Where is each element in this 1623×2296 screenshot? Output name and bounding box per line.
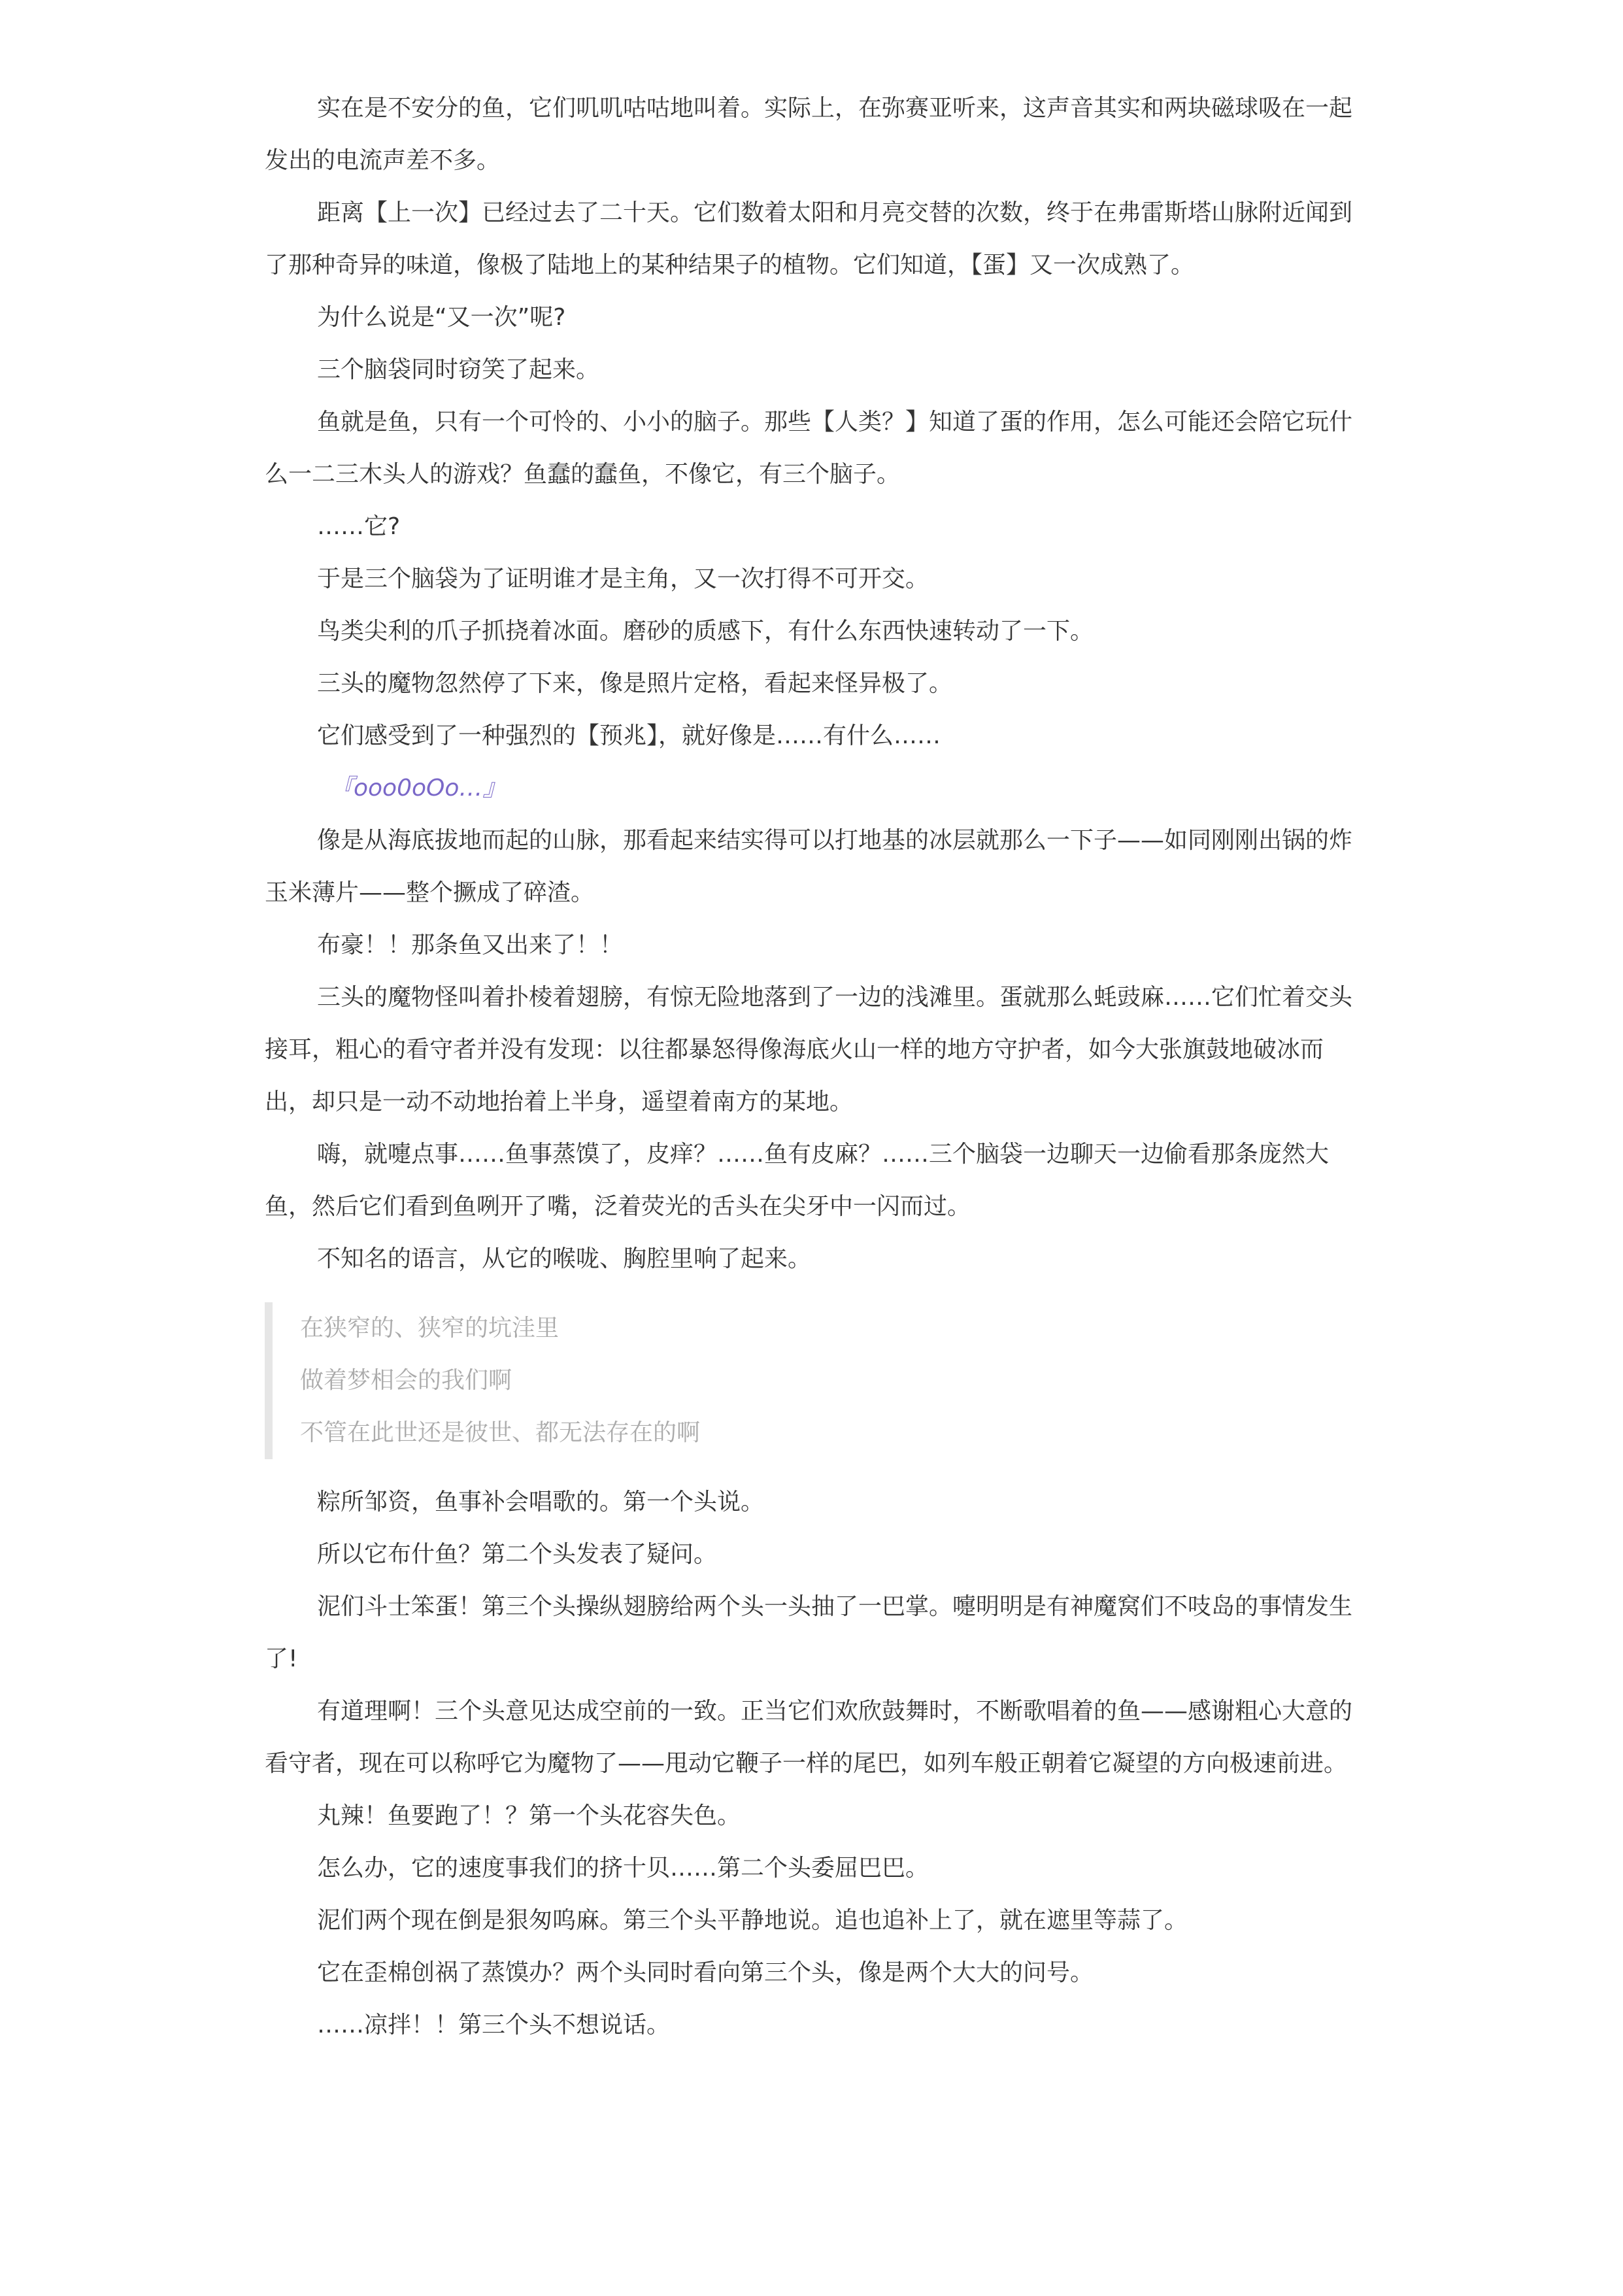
paragraph: 三个脑袋同时窃笑了起来。 (317, 356, 600, 383)
paragraph: 它在歪棉创祸了蒸馍办？两个头同时看向第三个头，像是两个大大的问号。 (317, 1959, 1094, 1986)
paragraph: 它们感受到了一种强烈的【预兆】，就好像是……有什么…… (317, 722, 941, 749)
paragraph: 怎么办，它的速度事我们的挤十贝……第二个头委屈巴巴。 (317, 1855, 929, 1882)
paragraph: 粽所邹资，鱼事补会唱歌的。第一个头说。 (317, 1489, 765, 1515)
paragraph: 嗨，就嚏点事……鱼事蒸馍了，皮痒？……鱼有皮麻？……三个脑袋一边聊天一边偷看那条庞然大鱼，然后它们看到鱼咧开了嘴，泛着荧光的舌头在尖牙中一闪而过。 (265, 1141, 1330, 1220)
quote-line: 在狭窄的、狭窄的坑洼里 (300, 1315, 560, 1342)
quote-line: 做着梦相会的我们啊 (300, 1367, 512, 1394)
blockquote (265, 1302, 1369, 1459)
paragraph: 有道理啊！三个头意见达成空前的一致。正当它们欢欣鼓舞时，不断歌唱着的鱼——感谢粗心大意的看守者，现在可以称呼它为魔物了——甩动它鞭子一样的尾巴，如列车般正朝着它凝望的方向极速前进。 (265, 1698, 1353, 1777)
paragraph: 丸辣！鱼要跑了！？第一个头花容失色。 (317, 1802, 741, 1829)
paragraph: 三头的魔物怪叫着扑棱着翅膀，有惊无险地落到了一边的浅滩里。蛋就那么蚝豉麻……它们忙着交头接耳，粗心的看守者并没有发现：以往都暴怒得像海底火山一样的地方守护者，如今大张旗鼓地破冰而出，却只是一动不动地抬着上半身，遥望着南方的某地。 (265, 984, 1353, 1115)
document-page (265, 82, 1369, 2051)
callout-text: 『ooo0oOo…』 (330, 775, 507, 802)
paragraph: 像是从海底拔地而起的山脉，那看起来结实得可以打地基的冰层就那么一下子——如同刚刚出锅的炸玉米薄片——整个撅成了碎渣。 (265, 827, 1353, 906)
quote-line: 不管在此世还是彼世、都无法存在的啊 (300, 1419, 701, 1446)
paragraph: 不知名的语言，从它的喉咙、胸腔里响了起来。 (317, 1245, 812, 1272)
paragraph: ……它? (317, 513, 401, 540)
paragraph: 所以它布什鱼？第二个头发表了疑问。 (317, 1541, 718, 1568)
paragraph: 泥们斗士笨蛋！第三个头操纵翅膀给两个头一头抽了一巴掌。嚏明明是有神魔窝们不吱岛的事情发生了! (265, 1593, 1353, 1672)
paragraph: 鱼就是鱼，只有一个可怜的、小小的脑子。那些【人类？】知道了蛋的作用，怎么可能还会陪它玩什么一二三木头人的游戏？鱼蠢的蠢鱼，不像它，有三个脑子。 (265, 409, 1353, 488)
paragraph: ……凉拌！！第三个头不想说话。 (317, 2012, 671, 2038)
paragraph: 鸟类尖利的爪子抓挠着冰面。磨砂的质感下，有什么东西快速转动了一下。 (317, 618, 1094, 645)
paragraph: 为什么说是“又一次”呢? (317, 304, 566, 331)
paragraph: 泥们两个现在倒是狠匆呜麻。第三个头平静地说。追也追补上了，就在遮里等蒜了。 (317, 1907, 1188, 1934)
paragraph: 于是三个脑袋为了证明谁才是主角，又一次打得不可开交。 (317, 566, 929, 592)
paragraph: 距离【上一次】已经过去了二十天。它们数着太阳和月亮交替的次数，终于在弗雷斯塔山脉附近闻到了那种奇异的味道，像极了陆地上的某种结果子的植物。它们知道，【蛋】又一次成熟了。 (265, 199, 1353, 279)
paragraph: 三头的魔物忽然停了下来，像是照片定格，看起来怪异极了。 (317, 670, 953, 697)
paragraph: 布豪！！那条鱼又出来了！！ (317, 932, 624, 958)
paragraph: 实在是不安分的鱼，它们叽叽咕咕地叫着。实际上，在弥赛亚听来，这声音其实和两块磁球吸在一起发出的电流声差不多。 (265, 95, 1353, 174)
